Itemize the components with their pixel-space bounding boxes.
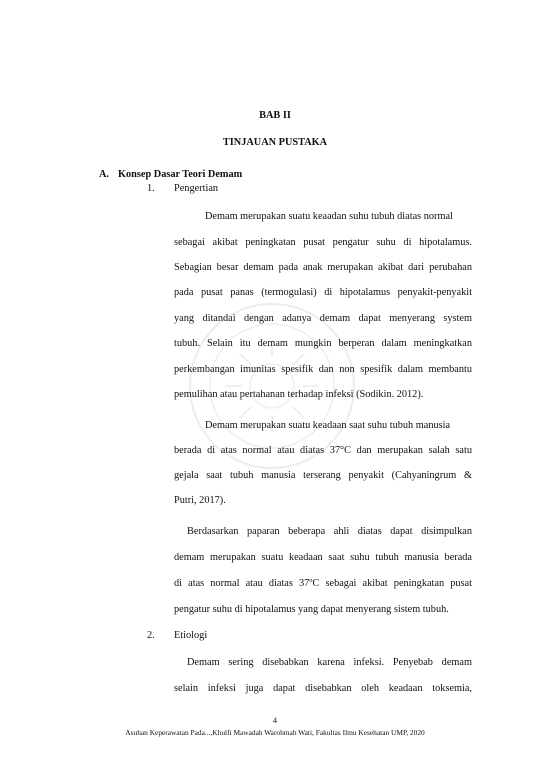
para3-line-2: demam merupakan suatu keadaan saat suhu tubuh manusia berada	[174, 552, 472, 563]
para2-line-1: Demam merupakan suatu keadaan saat suhu tubuh manusia	[205, 420, 451, 431]
section-a-marker: A.	[99, 169, 110, 180]
para4-line-2: selain infeksi juga dapat disebabkan oleh keadaan toksemia,	[174, 683, 472, 694]
para3-line-4: pengatur suhu di hipotalamus yang dapat menyerang sistem tubuh.	[174, 604, 449, 615]
section-a-title: Konsep Dasar Teori Demam	[118, 169, 243, 180]
para1-line-4: pada pusat panas (termogulasi) di hipotalamus penyakit-penyakit	[174, 287, 472, 298]
chapter-heading: BAB II	[259, 110, 291, 121]
para2-line-4: Putri, 2017).	[174, 495, 226, 506]
para1-line-1: Demam merupakan suatu keaadan suhu tubuh diatas normal	[205, 211, 453, 222]
para1-line-5: yang ditandai dengan adanya demam dapat menyerang system	[174, 313, 472, 324]
subsection-2-title: Etiologi	[174, 630, 208, 641]
subsection-1-title: Pengertian	[174, 183, 219, 194]
para1-line-8: pemulihan atau pertahanan terhadap infeksi (Sodikin. 2012).	[174, 389, 424, 400]
subsection-1-marker: 1.	[147, 183, 155, 194]
page-number: 4	[273, 716, 277, 725]
para1-line-3: Sebagian besar demam pada anak merupakan akibat dari perubahan	[174, 262, 472, 273]
subsection-2-marker: 2.	[147, 630, 155, 641]
para3-line-1: Berdasarkan paparan beberapa ahli diatas dapat disimpulkan	[187, 526, 472, 537]
chapter-title: TINJAUAN PUSTAKA	[222, 137, 328, 148]
para2-line-3: gejala saat tubuh manusia terserang penyakit (Cahyaningrum &	[174, 470, 472, 481]
para3-line-3: di atas normal atau diatas 37ºC sebagai akibat peningkatan pusat	[174, 578, 472, 589]
para1-line-6: tubuh. Selain itu demam mungkin berperan dalam meningkatkan	[174, 338, 472, 349]
para4-line-1: Demam sering disebabkan karena infeksi. Penyebab demam	[187, 657, 472, 668]
para2-line-2: berada di atas normal atau diatas 37°C dan merupakan salah satu	[174, 445, 472, 456]
para1-line-2: sebagai akibat peningkatan pusat pengatur suhu di hipotalamus.	[174, 237, 472, 248]
para1-line-7: perkembangan imunitas spesifik dan non spesifik dalam membantu	[174, 364, 472, 375]
footer-text: Asuhan Keperawatan Pada...,Khulfi Mawadah Warohmah Wati, Fakultas Ilmu Kesehatan UMP, 2020	[125, 728, 425, 737]
